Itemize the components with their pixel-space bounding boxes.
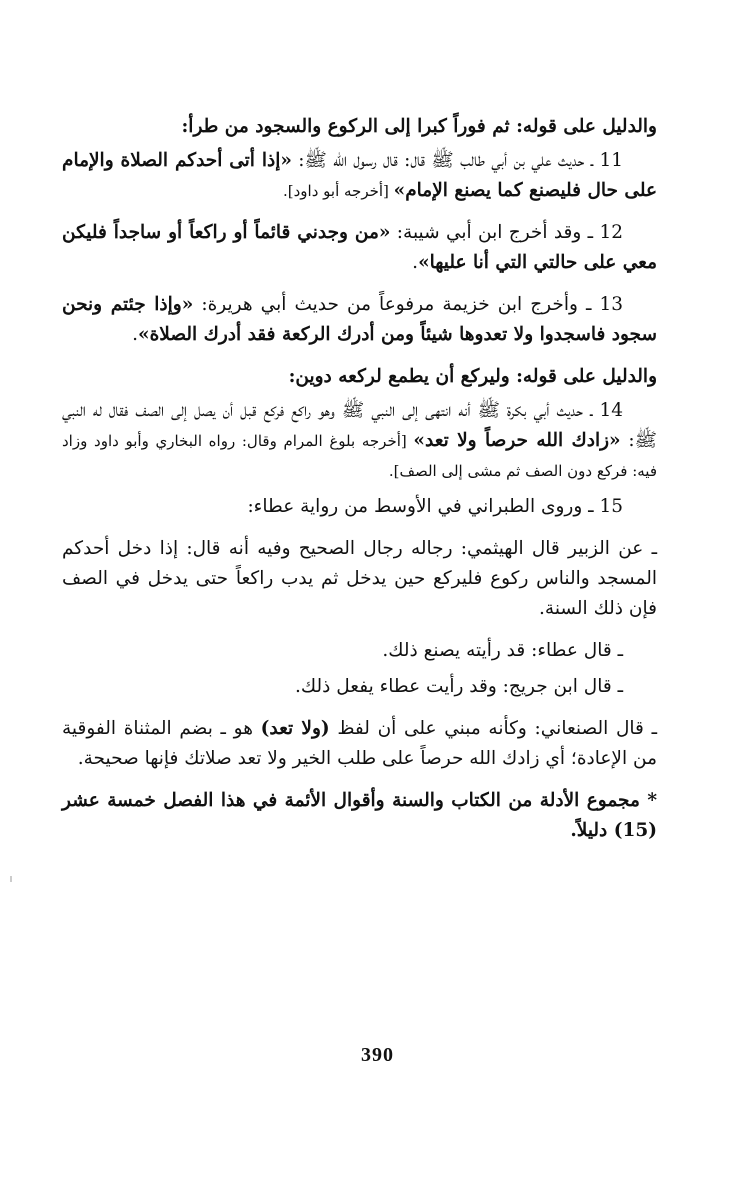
hadith-14-quote: «زادك الله حرصاً ولا تعد» xyxy=(413,430,621,451)
hadith-14-source: [أخرجه بلوغ المرام وقال: رواه البخاري وأبو داود وزاد فيه: فركع دون الصف ثم مشى إلى الصف]. xyxy=(62,432,657,480)
zubair-narration: ـ عن الزبير قال الهيثمي: رجاله رجال الصحيح وفيه أنه قال: إذا دخل أحدكم المسجد والناس ركوع فليركع حين يدخل ثم يدب راكعاً حتى يدخل في الصف فإن ذلك السنة. xyxy=(62,538,657,619)
margin-mark xyxy=(10,876,12,882)
hadith-11-quote: «إذا أتى أحدكم الصلاة والإمام على حال فليصنع كما يصنع الإمام» xyxy=(62,150,657,201)
hadith-15: 15 ـ وروى الطبراني في الأوسط من رواية عطاء: xyxy=(247,496,623,517)
sanani-statement: ـ قال الصنعاني: وكأنه مبني على أن لفظ (ولا تعد) هو ـ بضم المثناة الفوقية من الإعادة؛ أي زادك الله حرصاً على طلب الخير ولا تعد صلاتك فإنها صحيحة. xyxy=(62,718,657,769)
page-number: 390 xyxy=(361,1044,394,1066)
hadith-12-quote: «من وجدني قائماً أو راكعاً أو ساجداً فليكن معي على حالتي التي أنا عليها» xyxy=(62,222,657,273)
hadith-11: 11 ـ حديث علي بن أبي طالب ﷺ قال: قال رسول الله ﷺ: «إذا أتى أحدكم الصلاة والإمام على حال فليصنع كما يصنع الإمام» [أخرجه أبو داود]. xyxy=(62,150,657,201)
hadith-12: 12 ـ وقد أخرج ابن أبي شيبة: «من وجدني قائماً أو راكعاً أو ساجداً فليكن معي على حالتي التي أنا عليها». xyxy=(62,222,657,273)
section-heading-1: والدليل على قوله: ثم فوراً كبرا إلى الركوع والسجود من طرأ: xyxy=(181,116,657,137)
page-body xyxy=(62,112,657,858)
hadith-11-source: [أخرجه أبو داود]. xyxy=(282,182,394,200)
ata-statement: ـ قال عطاء: قد رأيته يصنع ذلك. xyxy=(382,640,623,661)
hadith-13-quote: «وإذا جئتم ونحن سجود فاسجدوا ولا تعدوها شيئاً ومن أدرك الركعة فقد أدرك الصلاة» xyxy=(62,294,657,345)
hadith-14: 14 ـ حديث أبي بكرة ﷺ أنه انتهى إلى النبي ﷺ وهو راكع فركع قبل أن يصل إلى الصف فقال له النبي ﷺ: «زادك الله حرصاً ولا تعد» [أخرجه بلوغ المرام وقال: رواه البخاري وأبو داود وزاد فيه: فركع دون الصف ثم مشى إلى الصف]. xyxy=(62,400,658,480)
hadith-13: 13 ـ وأخرج ابن خزيمة مرفوعاً من حديث أبي هريرة: «وإذا جئتم ونحن سجود فاسجدوا ولا تعدوها شيئاً ومن أدرك الركعة فقد أدرك الصلاة». xyxy=(62,294,657,345)
section-heading-2: والدليل على قوله: وليركع أن يطمع لركعه دوين: xyxy=(288,366,657,387)
summary-line: * مجموع الأدلة من الكتاب والسنة وأقوال الأئمة في هذا الفصل خمسة عشر (15) دليلاً. xyxy=(62,790,657,841)
sanani-quote: (ولا تعد) xyxy=(260,718,330,739)
jurayj-statement: ـ قال ابن جريج: وقد رأيت عطاء يفعل ذلك. xyxy=(295,676,623,697)
